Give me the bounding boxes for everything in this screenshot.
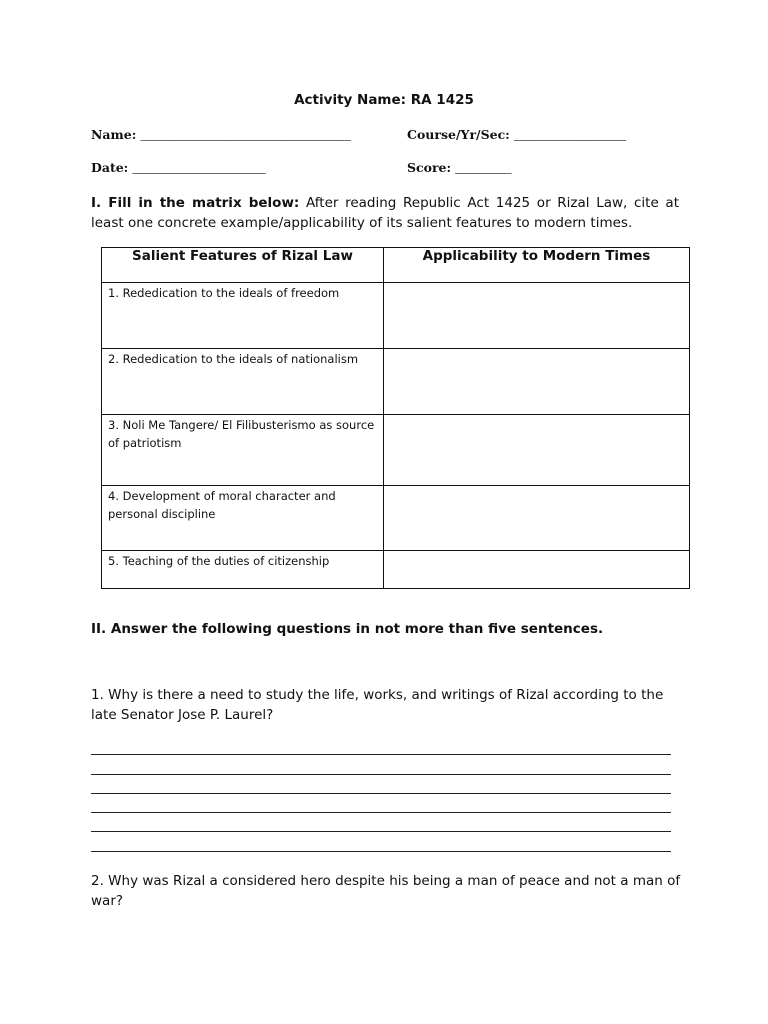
name-field [91, 127, 350, 143]
section-two-heading: II. Answer the following questions in not more than five sentences. [91, 621, 604, 637]
section-one-heading: I. Fill in the matrix below: [91, 195, 300, 211]
matrix-feature-cell: 3. Noli Me Tangere/ El Filibusterismo as source of patriotism [102, 415, 384, 486]
matrix-answer-cell[interactable] [384, 349, 690, 415]
answer-line[interactable] [91, 736, 671, 755]
matrix-feature-cell: 4. Development of moral character and personal discipline [102, 486, 384, 551]
answer-line[interactable] [91, 813, 671, 832]
matrix-answer-cell[interactable] [384, 283, 690, 349]
activity-title: Activity Name: RA 1425 [294, 92, 474, 108]
matrix-row [102, 283, 690, 349]
answer-lines-question-1 [91, 736, 671, 852]
matrix-row [102, 349, 690, 415]
matrix-answer-cell[interactable] [384, 486, 690, 551]
matrix-header-features: Salient Features of Rizal Law [102, 248, 384, 283]
question-2: 2. Why was Rizal a considered hero despite his being a man of peace and not a man of war? [91, 873, 681, 909]
section-one-text: After reading Republic Act 1425 or Rizal Law, cite at least one concrete example/applicability of its salient features to modern times. [91, 195, 679, 231]
course-label: Course/Yr/Sec: [407, 127, 510, 142]
course-field [407, 127, 626, 143]
section-one-instructions [91, 193, 679, 233]
name-blank[interactable]: ______________________________ [140, 129, 351, 143]
matrix-row [102, 415, 690, 486]
course-blank[interactable]: ________________ [513, 129, 626, 143]
question-1: 1. Why is there a need to study the life, works, and writings of Rizal according to the late Senator Jose P. Laurel? [91, 687, 664, 723]
matrix-answer-cell[interactable] [384, 415, 690, 486]
score-field [407, 160, 511, 176]
answer-line[interactable] [91, 832, 671, 851]
answer-line[interactable] [91, 794, 671, 813]
matrix-feature-cell: 1. Rededication to the ideals of freedom [102, 283, 384, 349]
date-label: Date: [91, 160, 129, 175]
answer-line[interactable] [91, 775, 671, 794]
matrix-feature-cell: 5. Teaching of the duties of citizenship [102, 551, 384, 589]
date-field [91, 160, 265, 176]
matrix-row [102, 486, 690, 551]
rizal-law-matrix [101, 247, 690, 589]
answer-line[interactable] [91, 755, 671, 774]
date-blank[interactable]: ___________________ [132, 162, 266, 176]
name-label: Name: [91, 127, 137, 142]
score-blank[interactable]: ________ [455, 162, 512, 176]
score-label: Score: [407, 160, 452, 175]
matrix-row [102, 551, 690, 589]
matrix-feature-cell: 2. Rededication to the ideals of nationalism [102, 349, 384, 415]
matrix-header-applicability: Applicability to Modern Times [384, 248, 690, 283]
matrix-header-row [102, 248, 690, 283]
matrix-answer-cell[interactable] [384, 551, 690, 589]
